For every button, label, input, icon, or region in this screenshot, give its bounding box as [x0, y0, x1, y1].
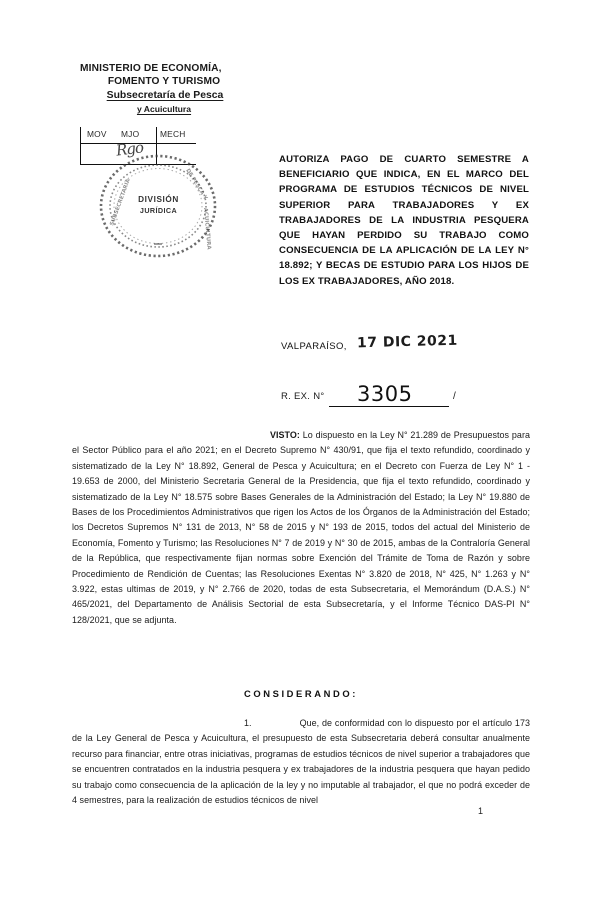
visto-heading: VISTO:: [270, 430, 300, 440]
stamp-label: [96, 194, 221, 216]
ministry-name-line1: MINISTERIO DE ECONOMÍA,: [80, 63, 222, 74]
resolution-number-line: [281, 382, 501, 412]
resolution-number-value: 3305: [357, 382, 413, 406]
place-line: VALPARAÍSO,: [281, 341, 347, 352]
visa-column-mov: MOV: [87, 129, 107, 139]
resolution-number-rule: [329, 406, 449, 407]
subsecretariat-line1: Subsecretaría de Pesca: [106, 90, 224, 102]
considerando-item-1: [72, 716, 530, 808]
visa-column-mjo: MJO: [121, 129, 140, 139]
svg-text:ACUICULTURA: ACUICULTURA: [202, 207, 212, 250]
date-stamp: 17 DIC 2021: [356, 332, 459, 352]
resolution-number-label: R. EX. N°: [281, 391, 325, 402]
subsecretariat-line2: y Acuicultura: [136, 104, 192, 115]
resolution-title: AUTORIZA PAGO DE CUARTO SEMESTRE A BENEFICIARIO QUE INDICA, EN EL MARCO DEL PROGRAMA DE ESTUDIOS TÉCNICOS DE NIVEL SUPERIOR PARA TRABAJADORES Y EX TRABAJADORES DE LA INDUSTRIA PESQUERA QUE HAYAN PERDIDO SU TRABAJO COMO CONSECUENCIA DE LA APLICACIÓN DE LA LEY N° 18.892; Y BECAS DE ESTUDIO PARA LOS HIJOS DE LOS EX TRABAJADORES, AÑO 2018.: [279, 154, 529, 287]
considerando-heading: CONSIDERANDO:: [243, 688, 358, 699]
division-juridica-stamp: [96, 152, 221, 260]
svg-text:DE PESCA Y: DE PESCA Y: [184, 167, 209, 202]
resolution-number-slash: /: [453, 391, 456, 402]
letterhead: [78, 62, 268, 115]
stamp-label-line1: DIVISIÓN: [138, 195, 179, 204]
visto-body: Lo dispuesto en la Ley N° 21.289 de Presupuestos para el Sector Público para el año 2021; en el Decreto Supremo N° 430/91, que fija el texto refundido, coordinado y sistematizado de la Ley N° 18.892, General de Pesca y Acuicultura; en el Decreto con Fuerza de Ley N° 1 - 19.653 de 2000, del Ministerio Secretaria General de la Presidencia, que fija el texto refundido, coordinado y sistematizado de la Ley N° 18.575 sobre Bases Generales de la Administración del Estado; la Ley N° 19.880 de Bases de los Procedimientos Administrativos que rigen los Actos de los Órganos de la Administración del Estado; los Decretos Supremos N° 131 de 2013, N° 58 de 2015 y N° 193 de 2015, todos del actual del Ministerio de Economía, Fomento y Turismo; las Resoluciones N° 7 de 2019 y N° 30 de 2015, ambas de la Contraloría General de la República, que respectivamente fijan normas sobre Exención del Trámite de Toma de Razón y sobre Procedimiento de Rendición de Cuentas; las Resoluciones Exentas N° 3.820 de 2018, N° 425, N° 1.263 y N° 3.922, estas ultimas de 2019, y N° 2.766 de 2020, todas de esta Subsecretaria, el Memorándum (D.A.S.) N° 465/2021, del Departamento de Análisis Sectorial de esta Subsecretaría, y el Informe Técnico DAS-PI N° 128/2021, que se adjunta.: [72, 430, 530, 625]
svg-text:SUBSECRETARIA: SUBSECRETARIA: [109, 178, 132, 227]
stamp-label-line2: JURÍDICA: [139, 206, 178, 215]
ministry-name-line2: FOMENTO Y TURISMO: [107, 76, 221, 88]
visto-paragraph: [72, 428, 530, 628]
page-number: 1: [478, 806, 484, 816]
considerando-body: Que, de conformidad con lo dispuesto por el artículo 173 de la Ley General de Pesca y Acuicultura, el presupuesto de esta Subsecretaria deberá consultar anualmente recurso para financiar, entre otras iniciativas, programas de estudios técnicos de nivel superior a trabajadores que se encuentren contratados en la industria pesquera y ex trabajadores de la industria pesquera que hayan pedido su trabajo como consecuencia de la aplicación de la ley y no imputable al trabajador, el que no podrá exceder de 4 semestres, para la realización de estudios técnicos de nivel: [72, 718, 530, 806]
considerando-item-number: 1.: [244, 718, 252, 728]
handwritten-initials: Rgo: [115, 138, 144, 160]
visa-column-mech: MECH: [160, 129, 186, 139]
